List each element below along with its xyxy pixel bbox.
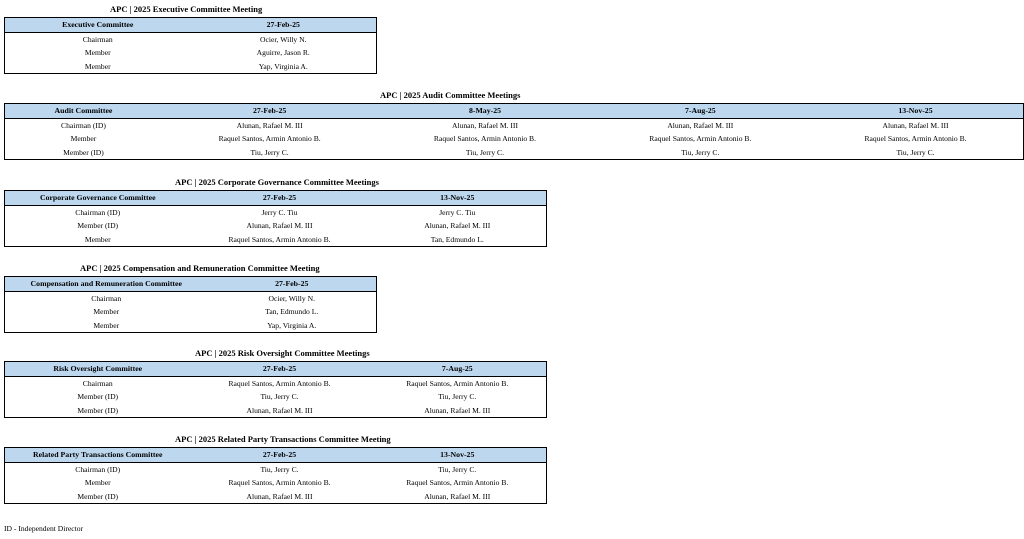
table-row [5, 132, 1024, 146]
table-row [5, 46, 377, 60]
role-cell: Member (ID) [5, 146, 162, 160]
member-cell: Raquel Santos, Armin Antonio B. [162, 132, 377, 146]
table-row [5, 462, 547, 476]
column-header-role: Audit Committee [5, 104, 162, 119]
table-header-row [5, 104, 1024, 119]
committee-title-risk-oversight-committee: APC | 2025 Risk Oversight Committee Meetings [195, 348, 370, 358]
committee-block-corporate-governance-committee [4, 177, 547, 247]
member-cell: Tan, Edmundo L. [208, 305, 377, 319]
column-header-role: Corporate Governance Committee [5, 191, 191, 206]
member-cell: Tan, Edmundo L. [369, 233, 547, 247]
member-cell: Alunan, Rafael M. III [593, 118, 808, 132]
committee-block-audit-committee [4, 90, 1024, 160]
member-cell: Raquel Santos, Armin Antonio B. [191, 476, 369, 490]
table-row [5, 60, 377, 74]
member-cell: Jerry C. Tiu [369, 205, 547, 219]
table-row [5, 390, 547, 404]
table-row [5, 490, 547, 504]
column-header-date: 13-Nov-25 [369, 448, 547, 463]
member-cell: Tiu, Jerry C. [808, 146, 1023, 160]
member-cell: Ocier, Willy N. [208, 291, 377, 305]
role-cell: Member [5, 46, 191, 60]
role-cell: Member (ID) [5, 390, 191, 404]
member-cell: Tiu, Jerry C. [377, 146, 592, 160]
column-header-role: Related Party Transactions Committee [5, 448, 191, 463]
member-cell: Raquel Santos, Armin Antonio B. [808, 132, 1023, 146]
table-row [5, 32, 377, 46]
member-cell: Yap, Virginia A. [208, 319, 377, 333]
table-row [5, 291, 377, 305]
column-header-date: 7-Aug-25 [593, 104, 808, 119]
table-row [5, 476, 547, 490]
committee-block-compensation-remuneration-committee [4, 263, 377, 333]
role-cell: Chairman (ID) [5, 118, 162, 132]
committee-table-risk-oversight-committee [4, 361, 547, 418]
table-row [5, 319, 377, 333]
committee-table-compensation-remuneration-committee [4, 276, 377, 333]
role-cell: Member [5, 319, 208, 333]
column-header-date: 27-Feb-25 [191, 362, 369, 377]
member-cell: Raquel Santos, Armin Antonio B. [191, 233, 369, 247]
member-cell: Alunan, Rafael M. III [191, 219, 369, 233]
member-cell: Yap, Virginia A. [191, 60, 377, 74]
table-row [5, 404, 547, 418]
member-cell: Raquel Santos, Armin Antonio B. [593, 132, 808, 146]
member-cell: Alunan, Rafael M. III [369, 219, 547, 233]
committee-title-corporate-governance-committee: APC | 2025 Corporate Governance Committee Meetings [175, 177, 379, 187]
member-cell: Alunan, Rafael M. III [369, 490, 547, 504]
member-cell: Tiu, Jerry C. [191, 462, 369, 476]
column-header-role: Executive Committee [5, 18, 191, 33]
member-cell: Raquel Santos, Armin Antonio B. [369, 476, 547, 490]
member-cell: Tiu, Jerry C. [369, 462, 547, 476]
role-cell: Member [5, 60, 191, 74]
member-cell: Aguirre, Jason R. [191, 46, 377, 60]
committee-block-executive-committee [4, 4, 377, 74]
member-cell: Tiu, Jerry C. [369, 390, 547, 404]
committee-title-related-party-transactions-committee: APC | 2025 Related Party Transactions Committee Meeting [175, 434, 391, 444]
column-header-date: 27-Feb-25 [191, 18, 377, 33]
column-header-date: 13-Nov-25 [808, 104, 1023, 119]
column-header-date: 27-Feb-25 [191, 191, 369, 206]
role-cell: Member [5, 476, 191, 490]
footnote-independent-director: ID - Independent Director [4, 524, 84, 533]
table-header-row [5, 277, 377, 292]
role-cell: Chairman (ID) [5, 462, 191, 476]
column-header-role: Compensation and Remuneration Committee [5, 277, 208, 292]
committee-block-related-party-transactions-committee [4, 434, 547, 504]
role-cell: Member [5, 233, 191, 247]
member-cell: Alunan, Rafael M. III [377, 118, 592, 132]
column-header-date: 13-Nov-25 [369, 191, 547, 206]
role-cell: Chairman [5, 32, 191, 46]
member-cell: Alunan, Rafael M. III [191, 490, 369, 504]
committee-table-audit-committee [4, 103, 1024, 160]
member-cell: Raquel Santos, Armin Antonio B. [369, 376, 547, 390]
table-row [5, 376, 547, 390]
role-cell: Member [5, 305, 208, 319]
table-row [5, 146, 1024, 160]
member-cell: Jerry C. Tiu [191, 205, 369, 219]
column-header-role: Risk Oversight Committee [5, 362, 191, 377]
role-cell: Member (ID) [5, 404, 191, 418]
member-cell: Alunan, Rafael M. III [369, 404, 547, 418]
table-row [5, 233, 547, 247]
member-cell: Alunan, Rafael M. III [808, 118, 1023, 132]
column-header-date: 8-May-25 [377, 104, 592, 119]
member-cell: Alunan, Rafael M. III [191, 404, 369, 418]
member-cell: Tiu, Jerry C. [593, 146, 808, 160]
table-header-row [5, 362, 547, 377]
member-cell: Raquel Santos, Armin Antonio B. [191, 376, 369, 390]
member-cell: Ocier, Willy N. [191, 32, 377, 46]
committee-table-related-party-transactions-committee [4, 447, 547, 504]
column-header-date: 27-Feb-25 [208, 277, 377, 292]
member-cell: Alunan, Rafael M. III [162, 118, 377, 132]
committee-title-executive-committee: APC | 2025 Executive Committee Meeting [110, 4, 263, 14]
role-cell: Member (ID) [5, 219, 191, 233]
committee-block-risk-oversight-committee [4, 348, 547, 418]
column-header-date: 27-Feb-25 [191, 448, 369, 463]
role-cell: Chairman [5, 376, 191, 390]
member-cell: Tiu, Jerry C. [162, 146, 377, 160]
column-header-date: 7-Aug-25 [369, 362, 547, 377]
committee-title-compensation-remuneration-committee: APC | 2025 Compensation and Remuneration Committee Meeting [80, 263, 320, 273]
table-header-row [5, 191, 547, 206]
committee-table-corporate-governance-committee [4, 190, 547, 247]
member-cell: Tiu, Jerry C. [191, 390, 369, 404]
table-row [5, 305, 377, 319]
role-cell: Member [5, 132, 162, 146]
table-row [5, 205, 547, 219]
table-row [5, 118, 1024, 132]
table-row [5, 219, 547, 233]
table-header-row [5, 448, 547, 463]
table-header-row [5, 18, 377, 33]
role-cell: Chairman (ID) [5, 205, 191, 219]
member-cell: Raquel Santos, Armin Antonio B. [377, 132, 592, 146]
column-header-date: 27-Feb-25 [162, 104, 377, 119]
committee-table-executive-committee [4, 17, 377, 74]
role-cell: Chairman [5, 291, 208, 305]
role-cell: Member (ID) [5, 490, 191, 504]
committee-title-audit-committee: APC | 2025 Audit Committee Meetings [380, 90, 521, 100]
